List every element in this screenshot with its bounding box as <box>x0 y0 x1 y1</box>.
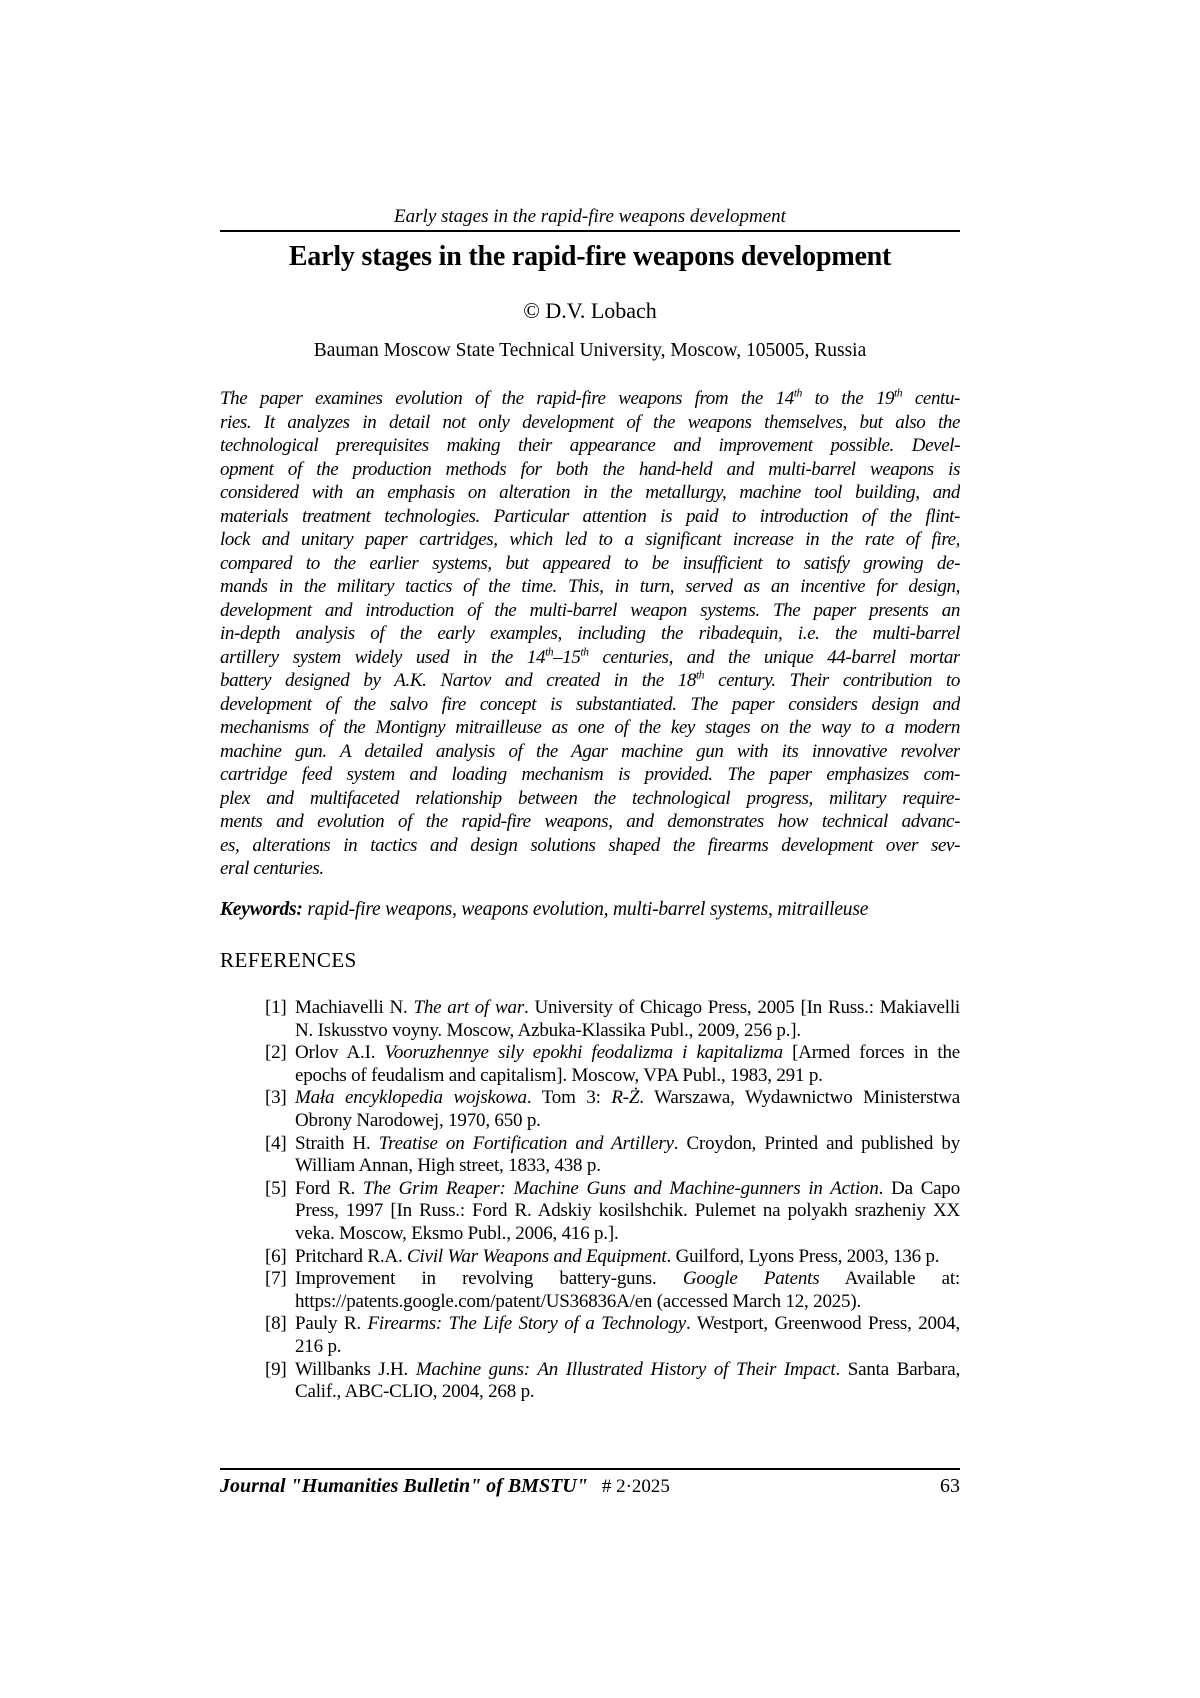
reference-list <box>220 997 960 1404</box>
abstract-line: in-depth analysis of the early examples, including the ribadequin, i.e. the multi-barrel <box>220 623 960 644</box>
reference-item <box>220 997 960 1042</box>
reference-text-segment: Machiavelli N. <box>295 997 414 1018</box>
abstract-line: artillery system widely used in the 14th–15th centuries, and the unique 44-barrel mortar <box>220 646 960 668</box>
reference-text-segment: Machine guns: An Illustrated History of Their Impact <box>415 1358 836 1380</box>
keywords-label: Keywords: <box>220 899 303 920</box>
reference-label: [4] <box>265 1132 287 1154</box>
abstract-line: considered with an emphasis on alteration in the metallurgy, machine tool building, and <box>220 482 960 503</box>
reference-text-segment: Pauly R. <box>295 1313 368 1335</box>
reference-label: [6] <box>265 1245 287 1267</box>
abstract-line: battery designed by A.K. Nartov and created in the 18th century. Their contribution to <box>220 669 960 691</box>
reference-text-segment: The art of war <box>413 997 525 1018</box>
journal-name: Journal "Humanities Bulletin" of BMSTU" <box>220 1475 588 1497</box>
keywords-text: rapid-fire weapons, weapons evolution, multi-barrel systems, mitrailleuse <box>302 899 869 920</box>
abstract-line: mechanisms of the Montigny mitrailleuse as one of the key stages on the way to a modern <box>220 717 960 738</box>
reference-item <box>220 1268 960 1313</box>
abstract-line: compared to the earlier systems, but appeared to be insufficient to satisfy growing de- <box>220 552 960 574</box>
reference-label: [7] <box>265 1268 287 1290</box>
author-line: © D.V. Lobach <box>523 298 657 323</box>
reference-item <box>220 1133 960 1178</box>
reference-text-segment: . Westport, Greenwood Press, 2004, 216 p. <box>295 1313 961 1357</box>
reference-label: [3] <box>265 1087 287 1109</box>
abstract-line: es, alterations in tactics and design solutions shaped the firearms development over sev- <box>220 834 960 856</box>
abstract-line: The paper examines evolution of the rapid-fire weapons from the 14th to the 19th centu- <box>220 387 960 409</box>
reference-text-segment: The Grim Reaper: Machine Guns and Machine-gunners in Action <box>362 1177 879 1199</box>
affiliation-line: Bauman Moscow State Technical University, Moscow, 105005, Russia <box>313 340 867 361</box>
references-heading: REFERENCES <box>220 948 357 972</box>
reference-item <box>220 1313 960 1358</box>
issue-number: # 2·2025 <box>601 1476 670 1497</box>
reference-item <box>220 1042 960 1087</box>
reference-text-segment: Mała encyklopedia wojskowa <box>295 1087 527 1109</box>
reference-item <box>220 1246 960 1269</box>
reference-label: [2] <box>265 1042 287 1064</box>
reference-item <box>220 1178 960 1246</box>
reference-text-segment: Available at: https://patents.google.com/patent/US36836A/en (accessed March 12, 2025). <box>295 1268 960 1312</box>
abstract-line: ries. It analyzes in detail not only development of the weapons themselves, but also the <box>220 411 960 433</box>
reference-text-segment: Ford R. <box>295 1177 363 1199</box>
header-rule <box>220 230 960 232</box>
abstract-line: technological prerequisites making their appearance and improvement possible. Devel- <box>220 435 960 456</box>
reference-text-segment: Pritchard R.A. <box>295 1245 408 1267</box>
abstract-line: development of the salvo fire concept is substantiated. The paper considers design and <box>220 693 960 715</box>
footer <box>220 1468 960 1498</box>
abstract-line: opment of the production methods for both the hand-held and multi-barrel weapons is <box>220 458 960 480</box>
reference-text-segment: . Guilford, Lyons Press, 2003, 136 p. <box>666 1245 940 1267</box>
reference-text-segment: . Santa Barbara, Calif., ABC-CLIO, 2004, 268 p. <box>295 1358 960 1403</box>
reference-label: [1] <box>265 997 287 1018</box>
abstract-line: mands in the military tactics of the time. This, in turn, served as an incentive for design, <box>220 576 960 597</box>
reference-text-segment: . Tom 3: <box>526 1087 612 1109</box>
reference-text-segment: Vooruzhennye sily epokhi feodalizma i kapitalizma <box>384 1042 783 1064</box>
reference-text-segment: Treatise on Fortification and Artillery <box>378 1132 674 1154</box>
reference-label: [8] <box>265 1313 287 1335</box>
reference-item <box>220 1359 960 1404</box>
page-number: 63 <box>940 1475 960 1497</box>
abstract-line: ments and evolution of the rapid-fire weapons, and demonstrates how technical advanc- <box>220 811 960 832</box>
reference-item <box>220 1087 960 1132</box>
reference-text-segment: [Armed forces in the epochs of feudalism and capitalism]. Moscow, VPA Publ., 1983, 291 p. <box>295 1042 960 1086</box>
reference-text-segment: Improvement in revolving battery-guns. <box>295 1268 683 1290</box>
abstract-line: materials treatment technologies. Particular attention is paid to introduction of the flint- <box>220 505 960 527</box>
reference-text-segment: . Da Capo Press, 1997 [In Russ.: Ford R. Adskiy kosilshchik. Pulemet na polyakh srazheniy XX veka. Moscow, Eksmo Publ., 2006, 416 p.]. <box>295 1177 961 1244</box>
reference-text-segment: Civil War Weapons and Equipment <box>407 1245 667 1267</box>
abstract-line: cartridge feed system and loading mechanism is provided. The paper emphasizes com- <box>220 764 960 785</box>
abstract-line: eral centuries. <box>220 858 324 879</box>
reference-text-segment: . Warszawa, Wydawnictwo Ministerstwa Obrony Narodowej, 1970, 650 p. <box>295 1087 960 1131</box>
abstract-line: development and introduction of the multi-barrel weapon systems. The paper presents an <box>220 599 960 621</box>
reference-text-segment: Straith H. <box>295 1132 379 1154</box>
reference-text-segment: . Croydon, Printed and published by William Annan, High street, 1833, 438 p. <box>295 1132 961 1177</box>
reference-text-segment: R-Ż <box>611 1087 640 1109</box>
reference-text-segment: Orlov A.I. <box>295 1042 385 1064</box>
reference-text-segment: Google Patents <box>682 1268 820 1290</box>
reference-text-segment: . University of Chicago Press, 2005 [In Russ.: Makiavelli N. Iskusstvo voyny. Moscow, Azbuka-Klassika Publ., 2009, 256 p.]. <box>295 997 960 1041</box>
reference-label: [5] <box>265 1177 287 1199</box>
running-head: Early stages in the rapid-fire weapons development <box>394 206 786 227</box>
keywords-line <box>220 899 960 921</box>
abstract <box>220 387 960 881</box>
footer-left <box>220 1475 670 1498</box>
page-title: Early stages in the rapid-fire weapons development <box>288 241 892 272</box>
abstract-line: machine gun. A detailed analysis of the Agar machine gun with its innovative revolver <box>220 740 960 762</box>
abstract-line: plex and multifaceted relationship between the technological progress, military require- <box>220 787 960 809</box>
abstract-line: lock and unitary paper cartridges, which led to a significant increase in the rate of fire, <box>220 529 960 550</box>
reference-label: [9] <box>265 1358 287 1380</box>
reference-text-segment: Firearms: The Life Story of a Technology <box>367 1313 687 1335</box>
reference-text-segment: Willbanks J.H. <box>295 1358 416 1380</box>
